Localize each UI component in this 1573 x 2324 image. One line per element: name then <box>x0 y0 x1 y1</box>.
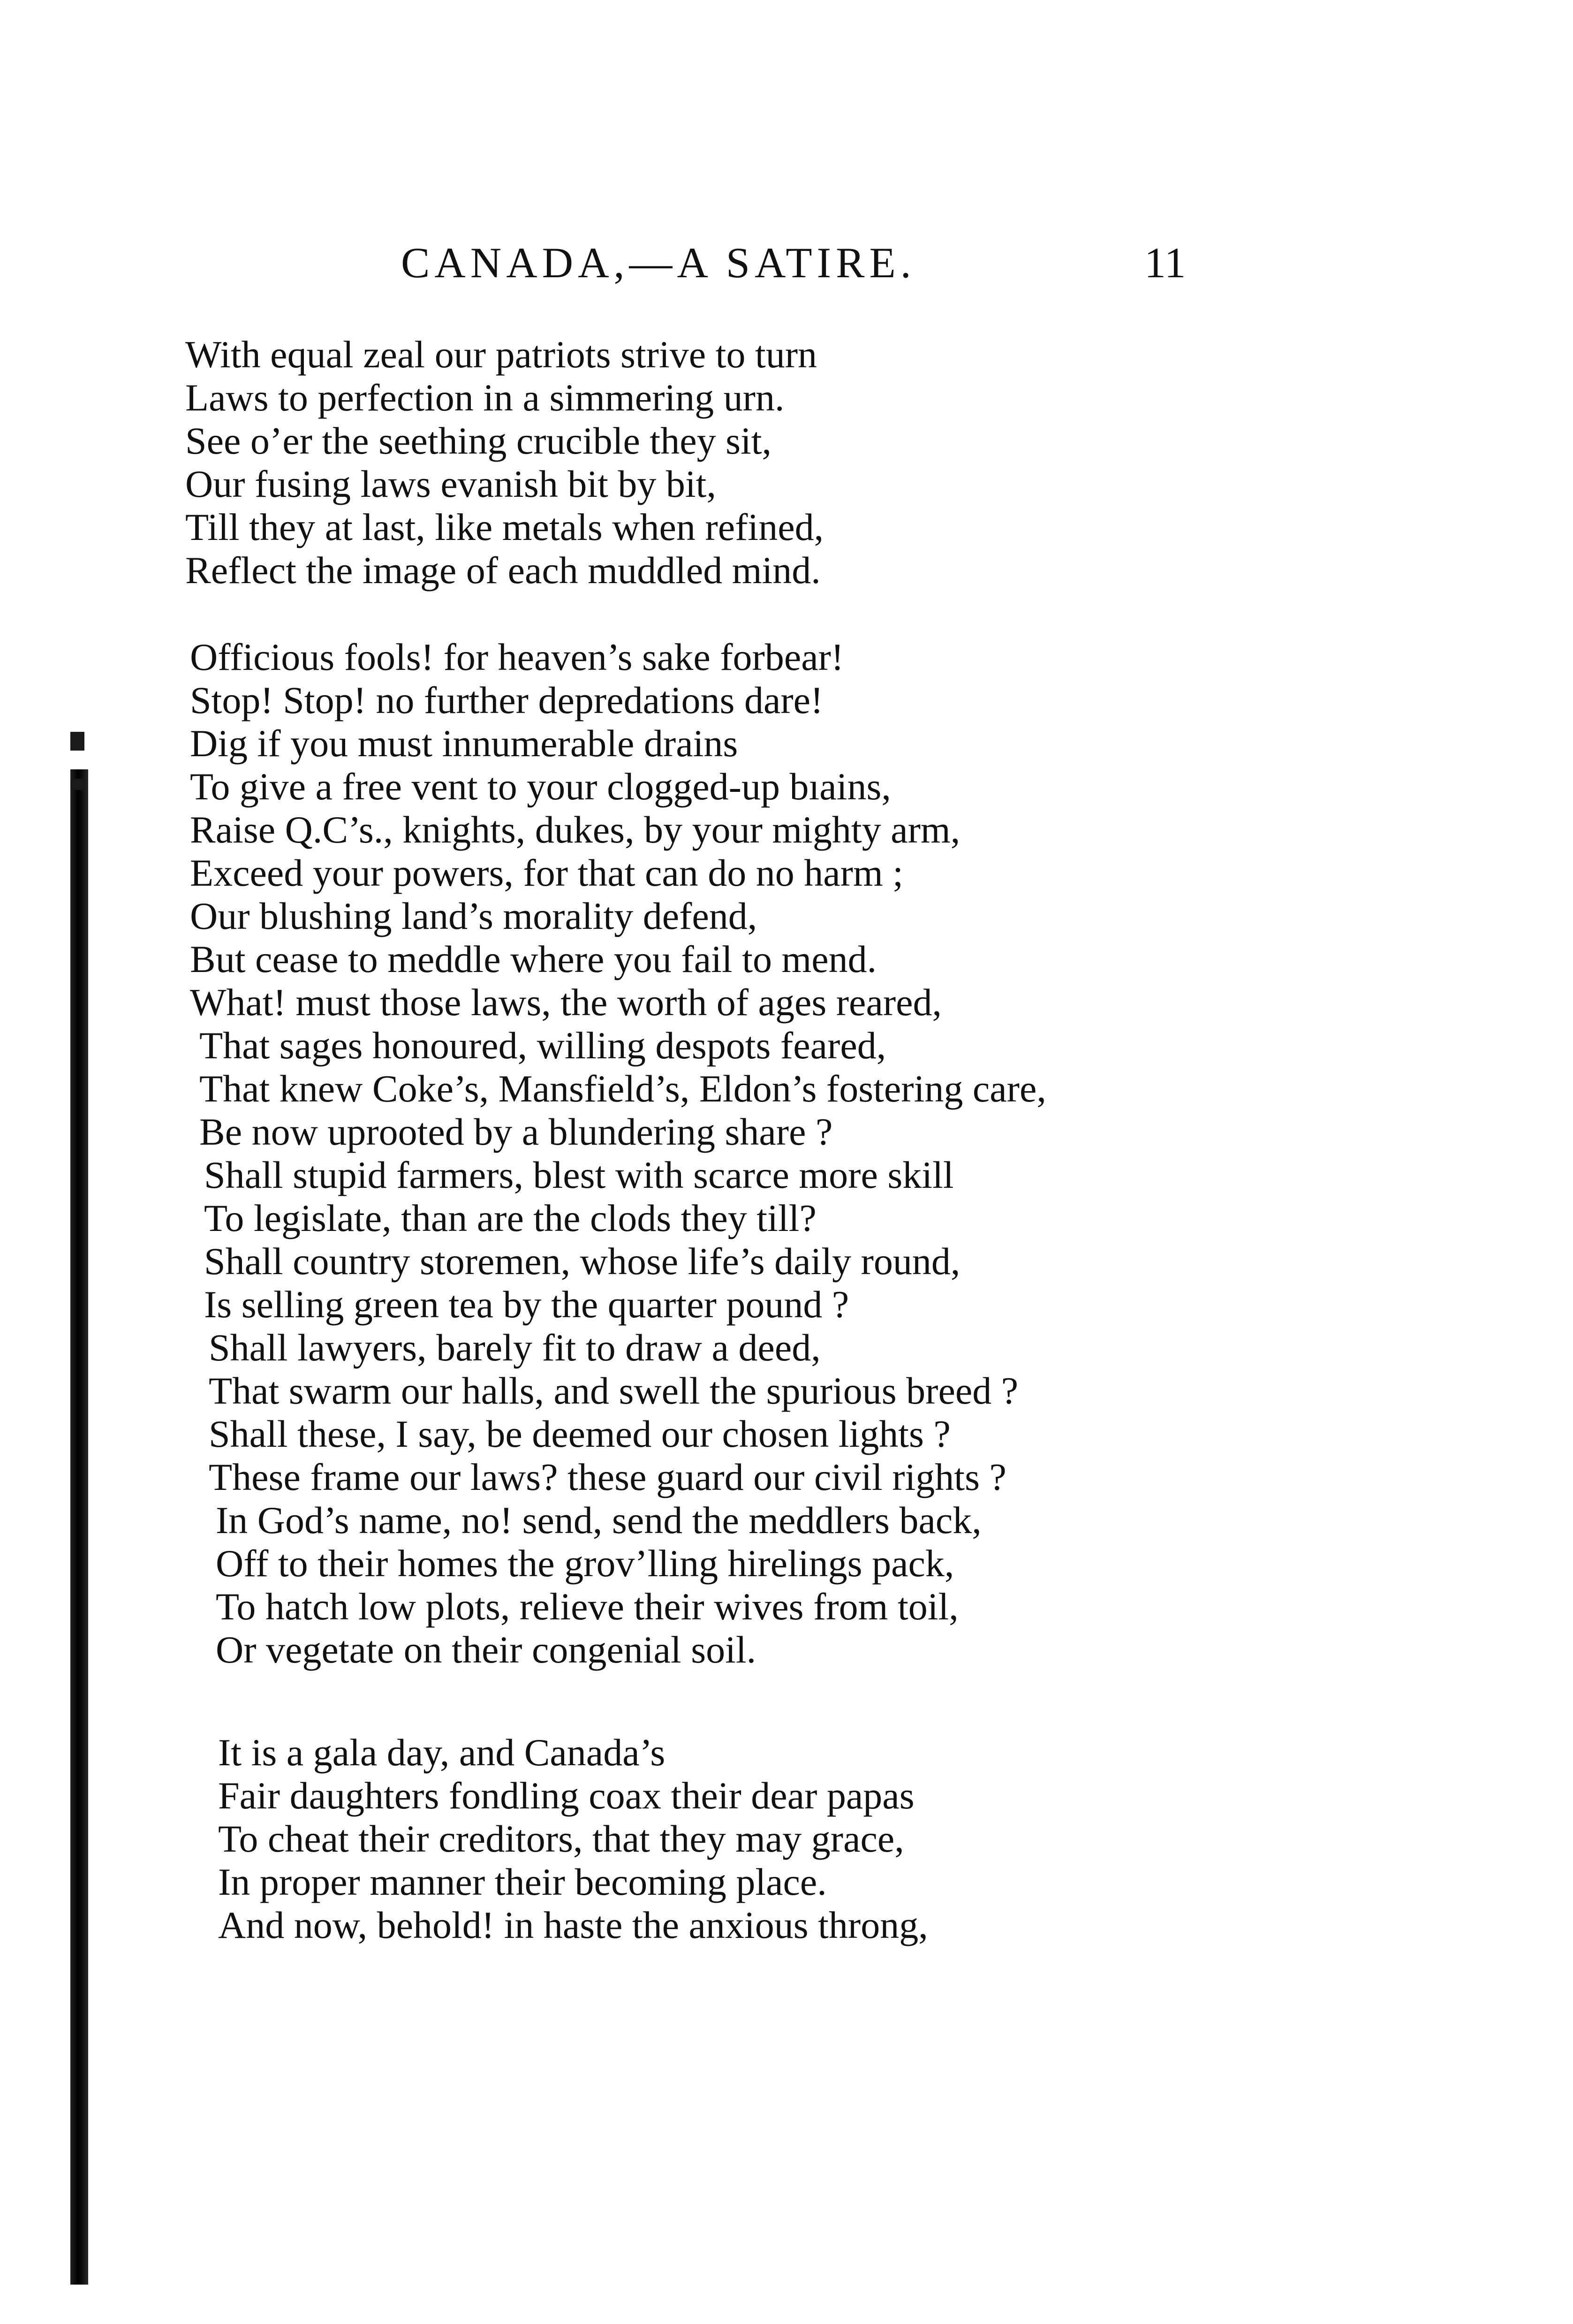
verse-line: Laws to perfection in a simmering urn. <box>185 376 785 419</box>
binding-edge-shadow <box>70 769 88 2285</box>
page-header <box>0 235 1573 291</box>
verse-line: And now, behold! in haste the anxious throng, <box>218 1904 928 1946</box>
verse-line: To hatch low plots, relieve their wives from toil, <box>216 1585 959 1628</box>
poem-stanza <box>218 1731 928 1947</box>
verse-line: Shall lawyers, barely fit to draw a deed, <box>209 1326 821 1369</box>
poem-stanza <box>190 636 1046 1671</box>
verse-line: Till they at last, like metals when refined, <box>185 506 824 548</box>
verse-line: Shall stupid farmers, blest with scarce more skill <box>204 1154 954 1196</box>
verse-line: Officious fools! for heaven’s sake forbear! <box>190 636 844 678</box>
running-title: CANADA,—A SATIRE. <box>401 239 916 287</box>
verse-line: Or vegetate on their congenial soil. <box>216 1628 756 1671</box>
verse-line: Our fusing laws evanish bit by bit, <box>185 463 716 505</box>
verse-line: What! must those laws, the worth of ages reared, <box>190 981 942 1024</box>
poem-stanza <box>185 333 824 592</box>
verse-line: Our blushing land’s morality defend, <box>190 895 757 937</box>
verse-line: With equal zeal our patriots strive to turn <box>185 333 817 376</box>
verse-line: In proper manner their becoming place. <box>218 1861 827 1903</box>
verse-line: In God’s name, no! send, send the meddlers back, <box>216 1499 982 1542</box>
verse-line: To legislate, than are the clods they till? <box>204 1197 817 1239</box>
verse-line: That sages honoured, willing despots feared, <box>199 1024 886 1067</box>
verse-line: It is a gala day, and Canada’s <box>218 1731 666 1774</box>
verse-line: Raise Q.C’s., knights, dukes, by your mighty arm, <box>190 808 960 851</box>
verse-line: Dig if you must innumerable drains <box>190 722 738 765</box>
verse-line: Off to their homes the grov’lling hirelings pack, <box>216 1542 954 1585</box>
verse-line: Exceed your powers, for that can do no harm ; <box>190 851 904 894</box>
verse-line: Stop! Stop! no further depredations dare! <box>190 679 824 722</box>
verse-line: Shall country storemen, whose life’s daily round, <box>204 1240 960 1283</box>
verse-line: That swarm our halls, and swell the spurious breed ? <box>209 1369 1019 1412</box>
verse-line: To cheat their creditors, that they may grace, <box>218 1817 904 1860</box>
verse-line: Shall these, I say, be deemed our chosen lights ? <box>209 1413 951 1455</box>
verse-line: But cease to meddle where you fail to mend. <box>190 938 877 980</box>
page-number: 11 <box>1144 239 1186 287</box>
verse-line: That knew Coke’s, Mansfield’s, Eldon’s fostering care, <box>199 1067 1046 1110</box>
verse-line: Is selling green tea by the quarter pound ? <box>204 1283 849 1326</box>
binding-edge-fragment <box>70 779 84 790</box>
binding-edge-fragment <box>70 732 84 751</box>
verse-line: These frame our laws? these guard our civil rights ? <box>209 1456 1006 1498</box>
verse-line: To give a free vent to your clogged-up bıains, <box>190 765 891 808</box>
verse-line: Be now uprooted by a blundering share ? <box>199 1110 833 1153</box>
verse-line: Fair daughters fondling coax their dear papas <box>218 1774 915 1817</box>
verse-line: See o’er the seething crucible they sit, <box>185 419 772 462</box>
verse-line: Reflect the image of each muddled mind. <box>185 549 821 592</box>
